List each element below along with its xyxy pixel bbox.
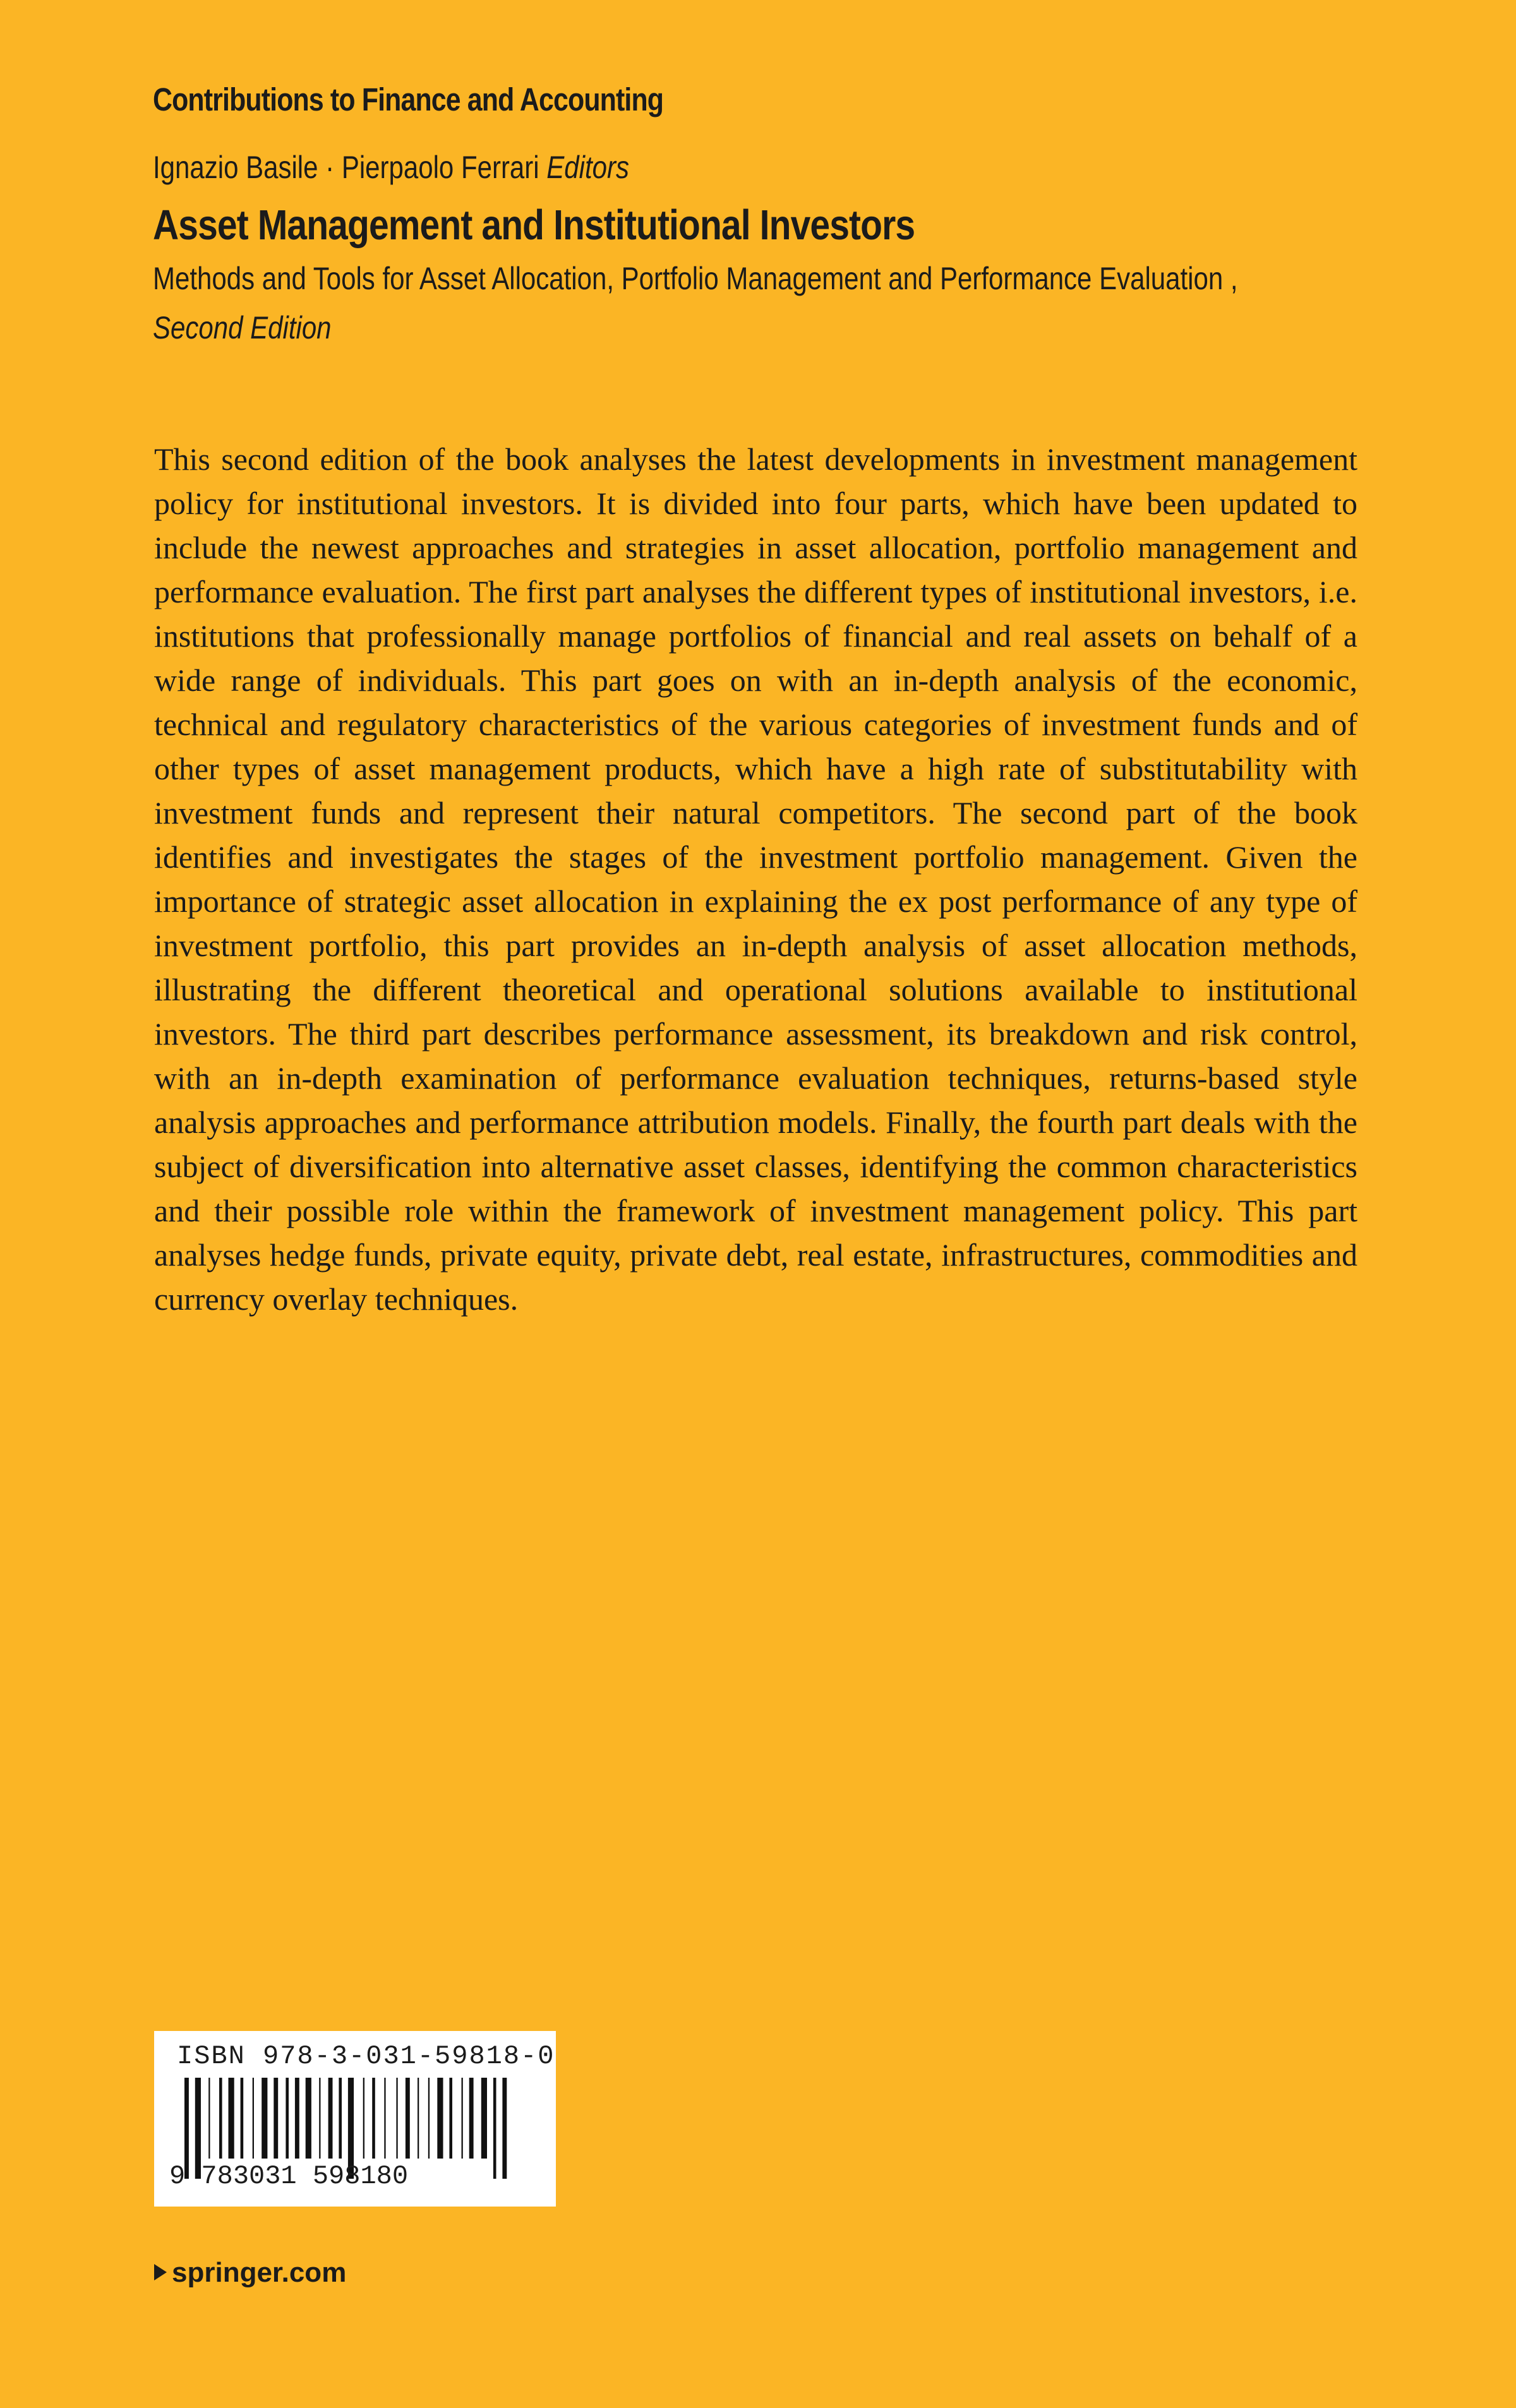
barcode-bar [437,2078,443,2159]
barcode-bar [469,2078,474,2159]
barcode-bar [328,2078,333,2159]
barcode-bar [428,2078,430,2159]
barcode-bar [208,2078,210,2159]
isbn-barcode-box [154,2031,556,2207]
barcode-bar [241,2078,244,2159]
barcode-bar [493,2078,496,2179]
book-edition: Second Edition [153,310,332,345]
arrow-right-icon [154,2264,167,2280]
barcode-bar [229,2078,234,2159]
barcode-bar [363,2078,364,2159]
editors-line [153,149,629,186]
barcode-digits: 9 783031 598180 [169,2161,409,2191]
editors-role: Editors [546,150,630,185]
barcode-bar [274,2078,278,2159]
barcode-bar [319,2078,320,2159]
series-title: Contributions to Finance and Accounting [153,81,664,117]
barcode-bar [418,2078,419,2159]
barcode-bar [372,2078,375,2159]
barcode-bar [219,2078,222,2159]
barcode-bar [262,2078,267,2159]
barcode-bar [286,2078,289,2159]
barcode-bar [449,2078,452,2159]
barcode-bar [384,2078,385,2159]
book-title: Asset Management and Institutional Investors [153,201,915,249]
barcode-bar [396,2078,397,2159]
isbn-label: ISBN 978-3-031-59818-0 [177,2041,555,2071]
website-label: springer.com [172,2257,347,2288]
book-subtitle: Methods and Tools for Asset Allocation, Portfolio Management and Performance Evaluation , [153,261,1238,296]
publisher-website[interactable] [154,2257,346,2289]
barcode-bar [462,2078,463,2159]
barcode-bar [306,2078,311,2159]
book-description: This second edition of the book analyses the latest developments in investment management policy for institutional investors. It is divided into four parts, which have been updated to include the newest approaches and strategies in asset allocation, portfolio management and performance evaluation. The first part analyses the different types of institutional investors, i.e. institutions that professionally manage portfolios of financial and real assets on behalf of a wide range of individuals. This part goes on with an in-depth analysis of the economic, technical and regulatory characteristics of the various categories of investment funds and of other types of asset management products, which have a high rate of substitutability with investment funds and represent their natural competitors. The second part of the book identifies and investigates the stages of the investment portfolio management. Given the importance of strategic asset allocation in explaining the ex post performance of any type of investment portfolio, this part provides an in-depth analysis of asset allocation methods, illustrating the different theoretical and operational solutions available to institutional investors. The third part describes performance assessment, its breakdown and risk control, with an in-depth examination of performance evaluation techniques, returns-based style analysis approaches and performance attribution models. Finally, the fourth part deals with the subject of diversification into alternative asset classes, identifying the common characteristics and their possible role within the framework of investment management policy. This part analyses hedge funds, private equity, private debt, real estate, infrastructures, commodities and currency overlay techniques. [154,441,1357,1317]
barcode-bar [502,2078,507,2179]
barcode-bar [481,2078,487,2159]
editor-names: Ignazio Basile · Pierpaolo Ferrari [153,150,539,185]
barcode-bar [406,2078,410,2159]
barcode-bar [339,2078,342,2159]
barcode-bar [295,2078,299,2159]
barcode-bar [253,2078,254,2159]
